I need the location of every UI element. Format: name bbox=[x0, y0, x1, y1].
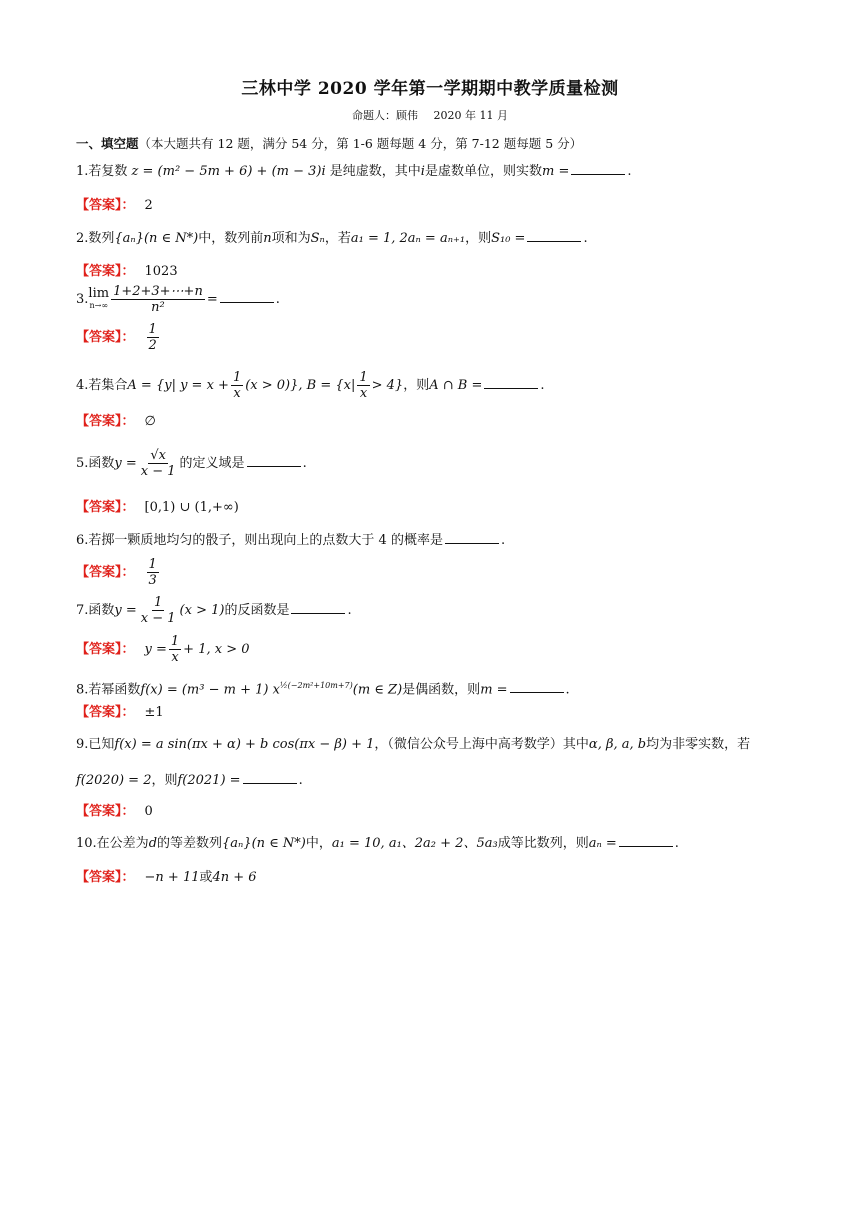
answer-blank bbox=[247, 454, 301, 467]
answer-blank bbox=[445, 531, 499, 544]
q1-label: 1.若复数 bbox=[76, 164, 128, 179]
question-3 bbox=[76, 284, 280, 315]
q4-label: 4.若集合 bbox=[76, 378, 128, 393]
answer-blank bbox=[220, 290, 274, 303]
answer-7 bbox=[76, 634, 250, 665]
answer-value: 2 bbox=[144, 198, 153, 213]
denominator: 2 bbox=[148, 338, 157, 353]
q5-text: 的定义域是 bbox=[179, 456, 245, 471]
answer-tag: 【答案】： bbox=[76, 264, 135, 279]
answer-tag: 【答案】： bbox=[76, 804, 135, 819]
q8-end: . bbox=[565, 682, 570, 698]
q2-math: {aₙ}(n ∈ N*) bbox=[114, 231, 199, 246]
q2-cond: a₁ = 1, 2aₙ = aₙ₊₁ bbox=[350, 231, 466, 246]
q1-m: m = bbox=[541, 164, 570, 179]
q5-fraction bbox=[139, 448, 178, 479]
answer-value-2: 4n + 6 bbox=[212, 870, 257, 885]
q2-text: 中，数列前 bbox=[198, 231, 264, 246]
q4-math2: (x > 0)}, B = {x| bbox=[245, 378, 356, 393]
q9-ask: f(2021) = bbox=[177, 773, 241, 788]
q5-end: . bbox=[302, 456, 307, 471]
answer-value: 1023 bbox=[144, 264, 178, 279]
denominator: x bbox=[171, 650, 179, 665]
answer-2 bbox=[76, 262, 178, 282]
answer-fraction bbox=[169, 634, 181, 665]
q4-text: ，则 bbox=[403, 378, 430, 393]
q4-intersection: A ∩ B = bbox=[429, 378, 483, 393]
numerator: 1 bbox=[170, 634, 180, 649]
q9-end: . bbox=[298, 773, 303, 788]
q7-fraction bbox=[139, 595, 178, 626]
q2-text3: ，若 bbox=[324, 231, 351, 246]
q9-math: f(x) = a sin(πx + α) + b cos(πx − β) + 1 bbox=[114, 737, 375, 752]
numerator: √x bbox=[150, 448, 166, 463]
q5-math: y = bbox=[114, 456, 137, 471]
answer-9 bbox=[76, 802, 153, 822]
q2-text4: ，则 bbox=[465, 231, 492, 246]
q6-end: . bbox=[500, 533, 506, 548]
q1-math: z = (m² − 5m + 6) + (m − 3)i bbox=[131, 164, 326, 179]
q10-text: 的等差数列 bbox=[157, 836, 223, 851]
q2-n: n bbox=[263, 231, 272, 246]
q9-cond: f(2020) = 2 bbox=[76, 773, 152, 788]
answer-6 bbox=[76, 557, 161, 588]
q7-domain: (x > 1) bbox=[179, 603, 225, 618]
q2-s10: S₁₀ = bbox=[491, 231, 526, 246]
q7-label: 7.函数 bbox=[76, 603, 115, 618]
q2-sn: Sₙ bbox=[310, 231, 325, 246]
numerator: 1 bbox=[359, 370, 368, 385]
answer-3 bbox=[76, 322, 161, 353]
answer-fraction bbox=[147, 557, 159, 588]
q4-math3: > 4} bbox=[371, 378, 404, 393]
q8-m: m = bbox=[480, 682, 508, 698]
q9-text: ，（微信公众号上海中高考数学）其中 bbox=[374, 737, 589, 752]
q1-text2: 是虚数单位，则实数 bbox=[424, 164, 542, 179]
question-8 bbox=[76, 676, 570, 700]
lim-text: lim bbox=[88, 285, 110, 301]
answer-10 bbox=[76, 868, 257, 888]
numerator: 1+2+3+⋯+n bbox=[113, 284, 203, 299]
section-note: （本大题共有 12 题，满分 54 分，第 1-6 题每题 4 分，第 7-12 题每题 5 分） bbox=[138, 136, 583, 151]
question-9-line2 bbox=[76, 771, 303, 791]
answer-blank bbox=[571, 162, 625, 175]
answer-value: ±1 bbox=[144, 705, 164, 720]
answer-value-1: −n + 11 bbox=[144, 870, 200, 885]
answer-blank bbox=[619, 834, 673, 847]
section-title: 一、填空题 bbox=[76, 136, 139, 151]
answer-4 bbox=[76, 412, 156, 432]
q9-text3: ，则 bbox=[151, 773, 178, 788]
q3-fraction bbox=[111, 284, 205, 315]
denominator: n² bbox=[151, 300, 165, 315]
author-label: 命题人：顾伟 bbox=[352, 109, 418, 122]
q2-label: 2.数列 bbox=[76, 231, 115, 246]
q10-an: aₙ = bbox=[588, 836, 617, 851]
answer-tag: 【答案】： bbox=[76, 565, 135, 580]
numerator: 1 bbox=[154, 595, 163, 610]
q4-frac1 bbox=[231, 370, 243, 401]
numerator: 1 bbox=[232, 370, 242, 385]
q7-end: . bbox=[347, 603, 352, 618]
denominator: x − 1 bbox=[140, 611, 176, 626]
q5-label: 5.函数 bbox=[76, 456, 115, 471]
exam-date: 2020 年 11 月 bbox=[433, 109, 508, 122]
answer-value: [0,1) ∪ (1,+∞) bbox=[144, 500, 239, 515]
numerator: 1 bbox=[148, 557, 157, 572]
answer-blank bbox=[527, 229, 581, 242]
q9-text2: 均为非零实数，若 bbox=[646, 737, 751, 752]
q10-seq: {aₙ}(n ∈ N*) bbox=[222, 836, 306, 851]
question-10 bbox=[76, 834, 679, 854]
q10-text3: 成等比数列，则 bbox=[497, 836, 589, 851]
question-2 bbox=[76, 229, 588, 249]
q10-text2: 中， bbox=[305, 836, 332, 851]
question-1 bbox=[76, 162, 631, 182]
lim-sub: n→∞ bbox=[89, 300, 108, 310]
q4-math1: A = {y| y = x + bbox=[127, 378, 229, 393]
q8-label: 8.若幂函数 bbox=[76, 682, 141, 698]
limit-symbol bbox=[88, 285, 110, 312]
question-5 bbox=[76, 448, 307, 479]
answer-tag: 【答案】： bbox=[76, 414, 135, 429]
answer-tag: 【答案】： bbox=[76, 500, 135, 515]
answer-value: ∅ bbox=[144, 414, 156, 429]
answer-fraction bbox=[147, 322, 159, 353]
q10-cond: a₁ = 10, a₁、2a₂ + 2、5a₃ bbox=[331, 836, 498, 851]
answer-value: 0 bbox=[144, 804, 153, 819]
answer-blank bbox=[291, 601, 345, 614]
q3-end: . bbox=[275, 292, 280, 307]
q8-math2: (m ∈ Z) bbox=[352, 682, 403, 698]
numerator: 1 bbox=[148, 322, 157, 337]
question-7 bbox=[76, 595, 352, 626]
answer-lhs: y = bbox=[144, 642, 167, 657]
q2-end: . bbox=[583, 231, 588, 246]
denominator: x bbox=[233, 386, 241, 401]
q4-frac2 bbox=[357, 370, 369, 401]
q8-text: 是偶函数，则 bbox=[402, 682, 481, 698]
q4-end: . bbox=[540, 378, 545, 393]
answer-blank bbox=[243, 771, 297, 784]
answer-5 bbox=[76, 498, 239, 518]
denominator: x − 1 bbox=[140, 464, 176, 479]
question-6 bbox=[76, 531, 505, 551]
q7-text: 的反函数是 bbox=[224, 603, 290, 618]
q3-eq: = bbox=[206, 292, 218, 307]
q1-end: . bbox=[627, 164, 632, 179]
answer-tag: 【答案】： bbox=[76, 642, 135, 657]
q7-math: y = bbox=[114, 603, 137, 618]
denominator: x bbox=[359, 386, 368, 401]
section-heading bbox=[76, 134, 582, 152]
q1-text: 是纯虚数，其中 bbox=[329, 164, 421, 179]
question-9 bbox=[76, 735, 750, 755]
page-title: 三林中学 2020 学年第一学期期中教学质量检测 bbox=[241, 79, 619, 99]
answer-1 bbox=[76, 196, 153, 216]
answer-blank bbox=[510, 680, 564, 693]
q8-math: f(x) = (m³ − m + 1) x bbox=[140, 682, 280, 698]
q8-exponent: ½(−2m²+10m+7) bbox=[279, 681, 353, 690]
q2-text2: 项和为 bbox=[271, 231, 311, 246]
answer-or: 或 bbox=[199, 870, 213, 885]
answer-tag: 【答案】： bbox=[76, 198, 135, 213]
q10-end: . bbox=[674, 836, 679, 851]
q10-label: 10.在公差为 bbox=[76, 836, 149, 851]
denominator: 3 bbox=[148, 573, 157, 588]
answer-rhs: + 1, x > 0 bbox=[183, 642, 250, 657]
answer-8 bbox=[76, 703, 164, 723]
q9-label: 9.已知 bbox=[76, 737, 115, 752]
q10-d: d bbox=[148, 836, 158, 851]
subtitle bbox=[0, 107, 860, 123]
answer-tag: 【答案】： bbox=[76, 870, 135, 885]
answer-tag: 【答案】： bbox=[76, 330, 135, 345]
question-4 bbox=[76, 370, 545, 401]
q6-label: 6.若掷一颗质地均匀的骰子，则出现向上的点数大于 4 的概率是 bbox=[76, 533, 443, 548]
answer-blank bbox=[484, 376, 538, 389]
answer-tag: 【答案】： bbox=[76, 705, 135, 720]
q3-label: 3. bbox=[76, 292, 89, 307]
q9-params: α, β, a, b bbox=[588, 737, 647, 752]
q1-i: i bbox=[420, 164, 425, 179]
